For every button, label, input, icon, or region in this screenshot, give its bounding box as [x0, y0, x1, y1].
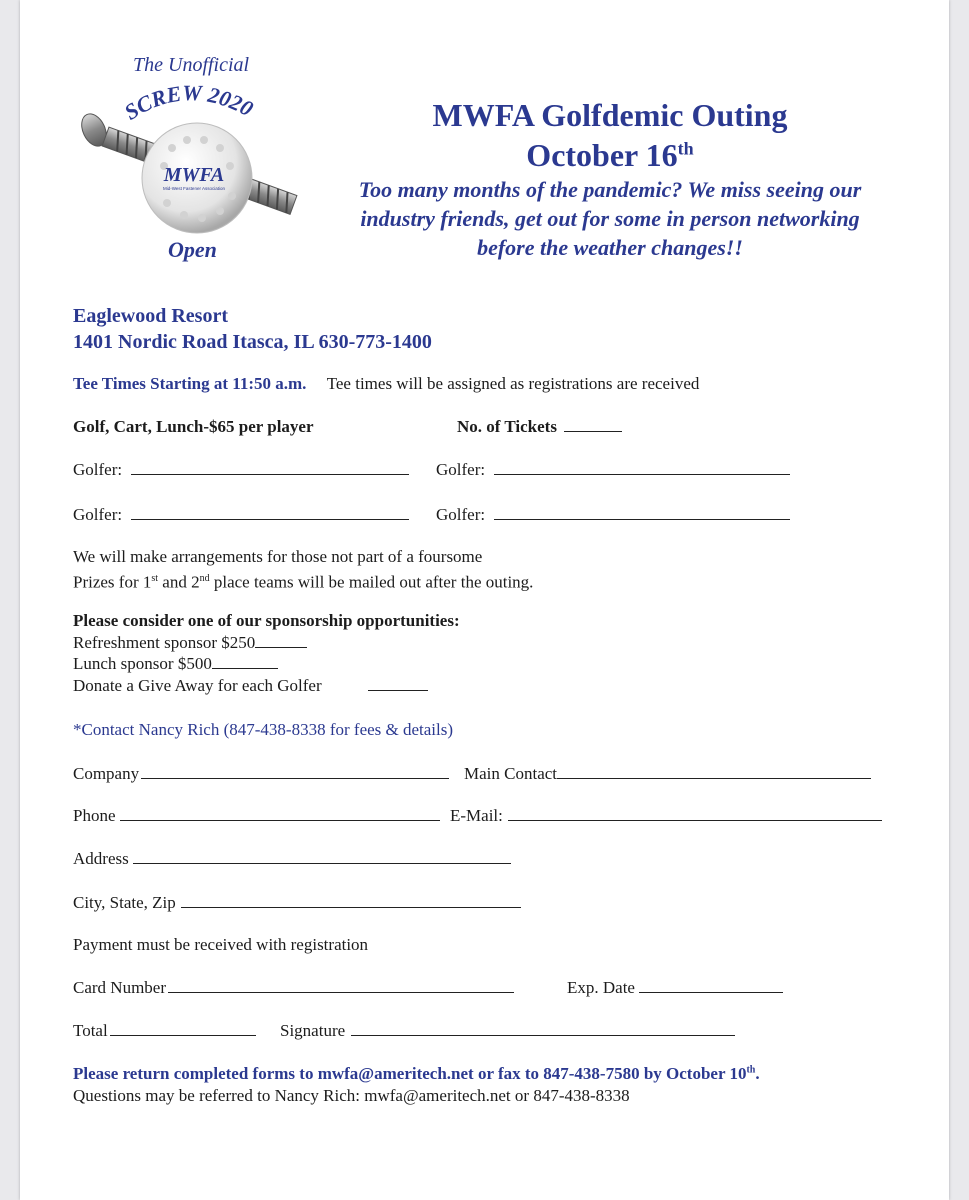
- email-blank[interactable]: [508, 806, 882, 821]
- tickets-field[interactable]: [457, 417, 622, 437]
- total-field[interactable]: [73, 1021, 256, 1041]
- logo-ball-text: MWFA: [163, 164, 225, 186]
- logo-bottom-text: Open: [168, 237, 217, 262]
- golfer-field-2[interactable]: [436, 460, 790, 480]
- exp-date-blank[interactable]: [639, 978, 783, 993]
- logo-ball-subtext: Mid-West Fastener Association: [163, 186, 225, 191]
- city-state-zip-label: City, State, Zip: [73, 893, 176, 912]
- signature-label: Signature: [280, 1021, 346, 1040]
- event-title: MWFA Golfdemic Outing: [432, 97, 788, 133]
- phone-blank[interactable]: [120, 806, 440, 821]
- golfer-blank[interactable]: [494, 505, 790, 520]
- foursome-note: We will make arrangements for those not part of a foursome: [73, 547, 483, 566]
- sponsorship-heading: Please consider one of our sponsorship opportunities:: [73, 611, 460, 630]
- tee-times-label: Tee Times Starting at 11:50 a.m.: [73, 374, 307, 393]
- payment-note: Payment must be received with registration: [73, 935, 369, 954]
- signature-field[interactable]: [280, 1021, 735, 1041]
- golfer-label: Golfer:: [436, 460, 486, 479]
- email-field[interactable]: [450, 806, 882, 826]
- flyer-page: [20, 0, 949, 1200]
- total-label: Total: [73, 1021, 108, 1040]
- phone-label: Phone: [73, 806, 116, 825]
- company-label: Company: [73, 764, 140, 783]
- golfer-label: Golfer:: [73, 460, 123, 479]
- signature-blank[interactable]: [351, 1021, 735, 1036]
- venue-block: [73, 303, 432, 355]
- address-label: Address: [73, 849, 129, 868]
- logo-top-text: The Unofficial: [133, 54, 250, 76]
- refreshment-sponsor-field[interactable]: Refreshment sponsor $250: [73, 632, 460, 654]
- card-number-blank[interactable]: [168, 978, 514, 993]
- email-label: E-Mail:: [450, 806, 503, 825]
- refreshment-blank[interactable]: [255, 633, 307, 648]
- venue-name: Eaglewood Resort: [73, 305, 228, 327]
- logo-arc-text: SCREW 2020: [119, 80, 258, 125]
- golfer-blank[interactable]: [131, 505, 409, 520]
- address-blank[interactable]: [133, 849, 511, 864]
- golfer-field-3[interactable]: [73, 505, 409, 525]
- city-state-zip-blank[interactable]: [181, 893, 521, 908]
- phone-field[interactable]: [73, 806, 440, 826]
- exp-date-label: Exp. Date: [567, 978, 635, 997]
- contact-note: *Contact Nancy Rich (847-438-8338 for fees & details): [73, 720, 454, 739]
- main-contact-label: Main Contact: [464, 764, 558, 783]
- sponsorship-block: [73, 610, 460, 696]
- tickets-label: No. of Tickets: [457, 417, 557, 436]
- lunch-sponsor-field[interactable]: Lunch sponsor $500: [73, 653, 460, 675]
- main-contact-blank[interactable]: [557, 764, 871, 779]
- questions-line: Questions may be referred to Nancy Rich: mwfa@ameritech.net or 847-438-8338: [73, 1086, 630, 1105]
- tee-times-note: Tee times will be assigned as registrations are received: [326, 374, 700, 393]
- golfer-label: Golfer:: [436, 505, 486, 524]
- tickets-blank[interactable]: [564, 417, 622, 432]
- total-blank[interactable]: [110, 1021, 256, 1036]
- golfer-field-1[interactable]: [73, 460, 409, 480]
- event-tagline: Too many months of the pandemic? We miss seeing our industry friends, get out for some in person networking before the weather changes!!: [358, 177, 862, 260]
- city-state-zip-field[interactable]: [73, 893, 521, 913]
- return-instructions: Please return completed forms to mwfa@ameritech.net or fax to 847-438-7580 by October 10th.: [73, 1064, 760, 1083]
- notes-block: [73, 546, 533, 594]
- exp-date-field[interactable]: [567, 978, 783, 998]
- card-number-label: Card Number: [73, 978, 167, 997]
- tee-times-line: [73, 374, 699, 394]
- prizes-note: Prizes for 1st and 2nd place teams will be mailed out after the outing.: [73, 572, 534, 592]
- company-blank[interactable]: [141, 764, 449, 779]
- address-field[interactable]: [73, 849, 511, 869]
- golfer-blank[interactable]: [494, 460, 790, 475]
- giveaway-field[interactable]: Donate a Give Away for each Golfer: [73, 675, 460, 697]
- golfer-label: Golfer:: [73, 505, 123, 524]
- pricing-label: Golf, Cart, Lunch-$65 per player: [73, 417, 314, 436]
- golfer-field-4[interactable]: [436, 505, 790, 525]
- main-contact-field[interactable]: [464, 764, 871, 784]
- card-number-field[interactable]: [73, 978, 514, 998]
- event-date: October 16th: [526, 137, 694, 173]
- giveaway-blank[interactable]: [368, 676, 428, 691]
- company-field[interactable]: [73, 764, 449, 784]
- venue-address: 1401 Nordic Road Itasca, IL 630-773-1400: [73, 331, 432, 353]
- lunch-blank[interactable]: [212, 654, 278, 669]
- golfer-blank[interactable]: [131, 460, 409, 475]
